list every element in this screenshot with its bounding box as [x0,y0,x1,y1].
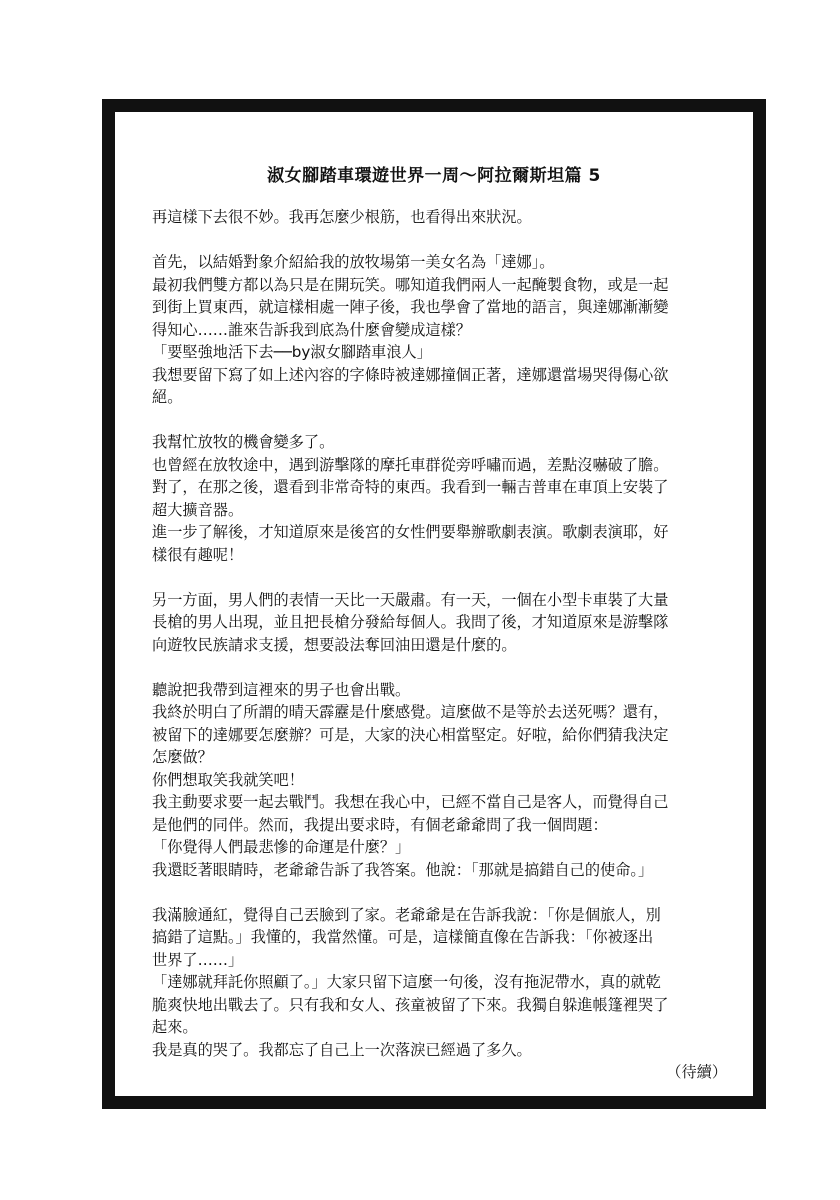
text-line: 另一方面，男人們的表情一天比一天嚴肅。有一天，一個在小型卡車裝了大量 [152,590,669,609]
text-line: 是他們的同伴。然而，我提出要求時，有個老爺爺問了我一個問題： [152,815,608,834]
paragraph-1 [152,206,727,229]
text-line: 向遊牧民族請求支援，想要設法奪回油田還是什麼的。 [152,635,517,654]
text-line: 我主動要求要一起去戰鬥。我想在我心中，已經不當自己是客人，而覺得自己 [152,793,669,811]
text-line: 我還眨著眼睛時，老爺爺告訴了我答案。他說：「那就是搞錯自己的使命。」 [152,860,654,879]
text-line: 對了，在那之後，還看到非常奇特的東西。我看到一輛吉普車在車頂上安裝了 [152,478,669,496]
text-line: 再這樣下去很不妙。我再怎麼少根筋，也看得出來狀況。 [152,208,532,226]
text-line: 得知心……誰來告訴我到底為什麼會變成這樣？ [152,320,471,339]
text-line: 怎麼做？ [152,748,213,766]
text-line: 「要堅強地活下去──by淑女腳踏車浪人」 [152,343,432,361]
text-line: 到街上買東西，就這樣相處一陣子後，我也學會了當地的語言，與達娜漸漸變 [152,298,669,316]
article-title: 淑女腳踏車環遊世界一周～阿拉爾斯坦篇 5 [267,166,601,186]
text-line: 長槍的男人出現，並且把長槍分發給每個人。我問了後，才知道原來是游擊隊 [152,613,669,631]
text-line: 絕。 [152,388,183,406]
text-line: 最初我們雙方都以為只是在開玩笑。哪知道我們兩人一起醃製食物，或是一起 [152,275,669,294]
text-line: 被留下的達娜要怎麼辦？可是，大家的決心相當堅定。好啦，給你們猜我決定 [152,725,669,744]
text-line: 我滿臉通紅，覺得自己丟臉到了家。老爺爺是在告訴我說：「你是個旅人，別 [152,905,661,924]
article-body [152,206,727,1084]
text-line: 搞錯了這點。」我懂的，我當然懂。可是，這樣簡直像在告訴我：「你被逐出 [152,928,654,946]
text-line: 起來。 [152,1018,198,1036]
text-line: 世界了……」 [152,950,244,969]
text-line: 我是真的哭了。我都忘了自己上一次落淚已經過了多久。 [152,1040,532,1059]
text-line: 我想要留下寫了如上述內容的字條時被達娜撞個正著，達娜還當場哭得傷心欲 [152,365,669,384]
page-frame [102,99,766,1109]
paragraph-3 [152,431,727,566]
text-line: 首先，以結婚對象介紹給我的放牧場第一美女名為「達娜」。 [152,253,555,271]
paragraph-5 [152,679,727,882]
text-line: 你們想取笑我就笑吧！ [152,770,304,789]
text-line: 我終於明白了所謂的晴天霹靂是什麼感覺。這麼做不是等於去送死嗎？還有， [152,703,669,721]
text-line: 脆爽快地出戰去了。只有我和女人、孩童被留了下來。我獨自躲進帳篷裡哭了 [152,995,669,1014]
text-line: 超大擴音器。 [152,500,244,519]
text-line: 「你覺得人們最悲慘的命運是什麼？」 [152,838,411,856]
text-line: 我幫忙放牧的機會變多了。 [152,433,335,451]
paragraph-2 [152,251,727,409]
text-line: 「達娜就拜託你照顧了。」大家只留下這麼一句後，沒有拖泥帶水，真的就乾 [152,973,661,991]
text-line: 進一步了解後，才知道原來是後宮的女性們要舉辦歌劇表演。歌劇表演耶，好 [152,523,669,541]
text-line: 也曾經在放牧途中，遇到游擊隊的摩托車群從旁呼嘯而過，差點沒嚇破了膽。 [152,455,669,474]
paragraph-4 [152,589,727,657]
to-be-continued: （待續） [666,1063,727,1081]
text-line: 聽說把我帶到這裡來的男子也會出戰。 [152,680,411,699]
paragraph-6 [152,904,727,1084]
text-line: 樣很有趣呢！ [152,545,244,564]
